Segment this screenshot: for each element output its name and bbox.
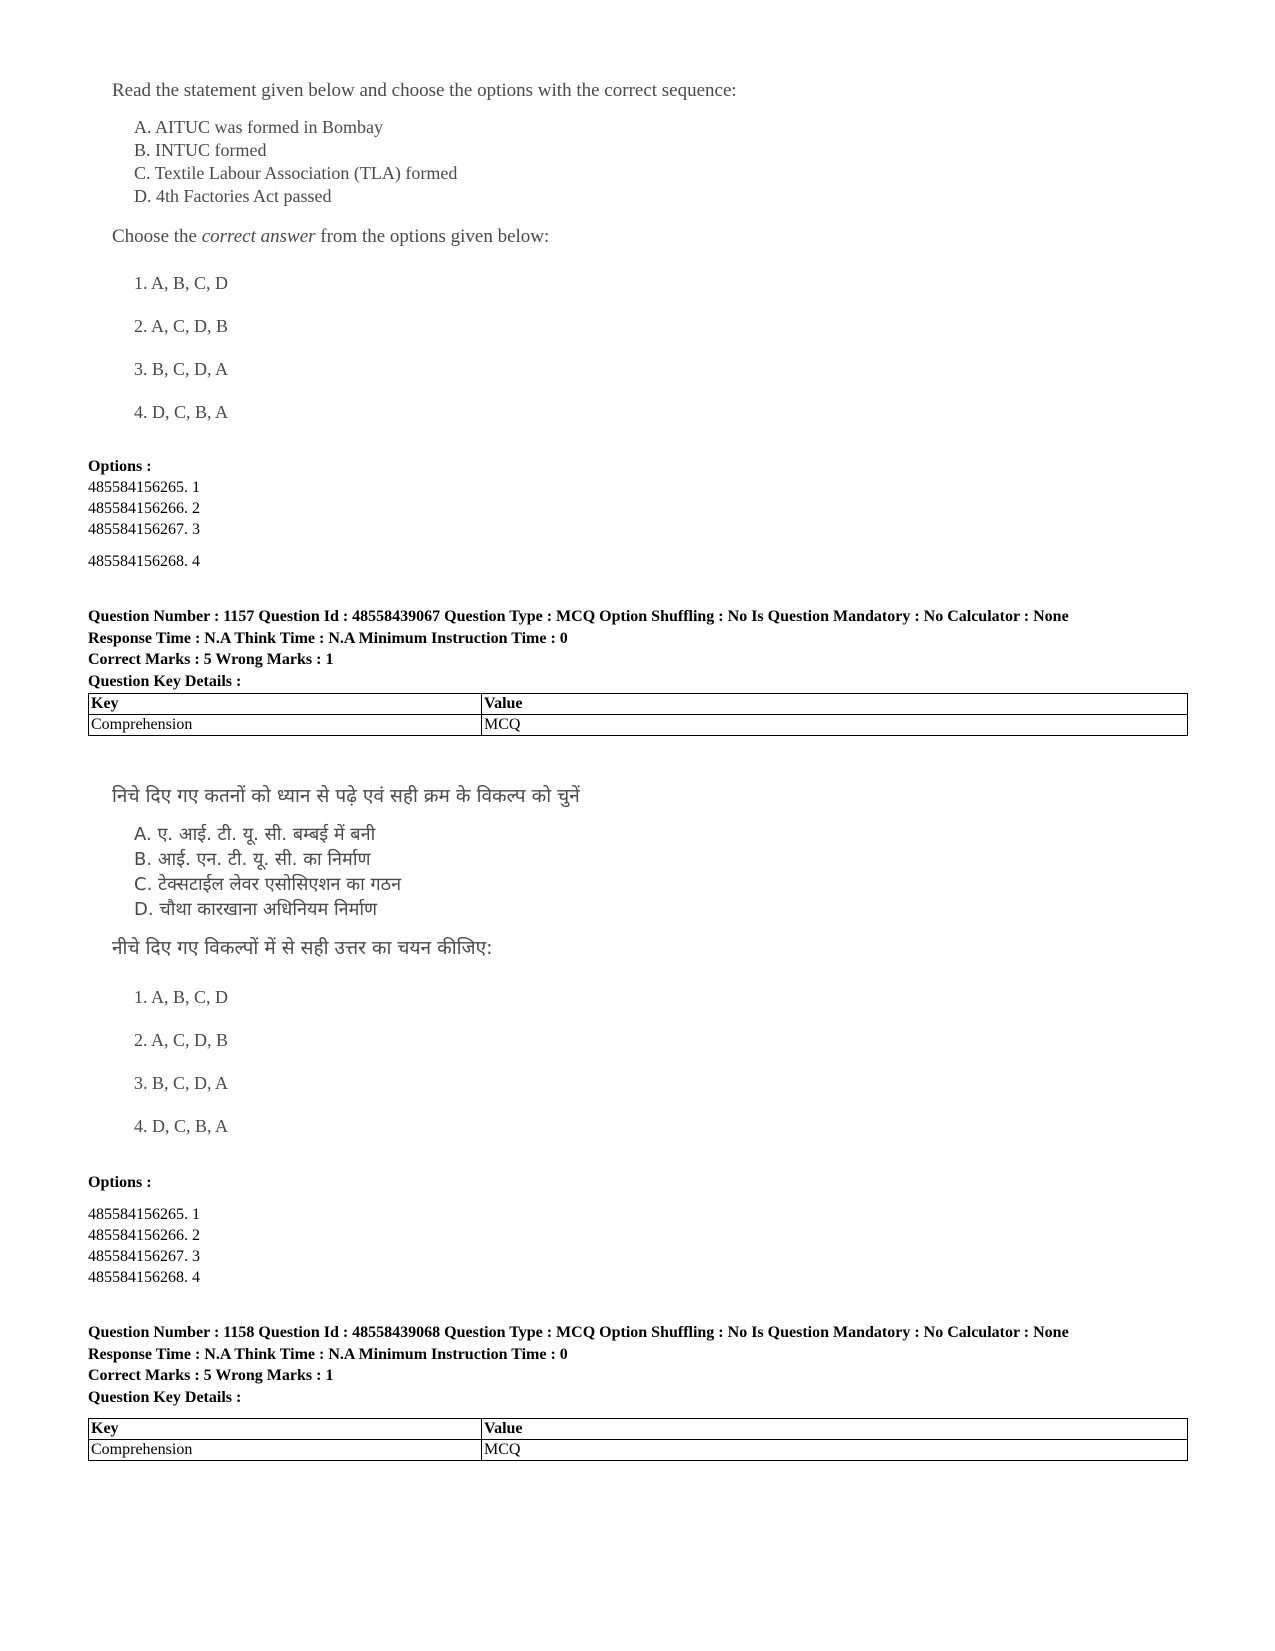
question-marks: Correct Marks : 5 Wrong Marks : 1 [88, 651, 334, 668]
statement-item: B. आई. एन. टी. यू. सी. का निर्माण [134, 849, 371, 870]
answer-choice: 1. A, B, C, D [134, 987, 229, 1007]
choose-instruction: नीचे दिए गए विकल्पों में से सही उत्तर का चयन कीजिए: [112, 937, 493, 959]
answer-choices [134, 976, 580, 1148]
question-image-hindi [112, 782, 580, 1148]
question-header: Question Number : 1157 Question Id : 48558439067 Question Type : MCQ Option Shuffling : No Is Question Mandatory : No Calculator : None [88, 608, 1069, 625]
value-header: Value [482, 694, 1188, 715]
option-item: 485584156267. 3 [88, 1248, 200, 1265]
question-statement: Read the statement given below and choose the options with the correct sequence: [112, 80, 737, 101]
option-item: 485584156266. 2 [88, 500, 200, 517]
options-label: Options : [88, 458, 152, 475]
answer-choice: 4. D, C, B, A [134, 402, 229, 422]
option-item: 485584156268. 4 [88, 1269, 200, 1286]
value-cell: MCQ [482, 1440, 1188, 1461]
statement-item: A. AITUC was formed in Bombay [134, 117, 383, 137]
option-item: 485584156265. 1 [88, 1206, 200, 1223]
table-header-row [89, 1419, 1188, 1440]
question-image-english [112, 80, 737, 434]
statement-item: B. INTUC formed [134, 140, 267, 160]
key-cell: Comprehension [89, 715, 482, 736]
answer-choice: 4. D, C, B, A [134, 1116, 229, 1136]
statement-item: C. टेक्सटाईल लेवर एसोसिएशन का गठन [134, 874, 402, 895]
answer-choice: 2. A, C, D, B [134, 1030, 229, 1050]
option-item: 485584156268. 4 [88, 553, 200, 570]
value-cell: MCQ [482, 715, 1188, 736]
question-header: Question Number : 1158 Question Id : 48558439068 Question Type : MCQ Option Shuffling : No Is Question Mandatory : No Calculator : None [88, 1324, 1069, 1341]
option-item: 485584156265. 1 [88, 479, 200, 496]
key-header: Key [89, 694, 482, 715]
statement-item: C. Textile Labour Association (TLA) formed [134, 163, 458, 183]
option-item: 485584156266. 2 [88, 1227, 200, 1244]
answer-choice: 2. A, C, D, B [134, 316, 229, 336]
answer-choice: 3. B, C, D, A [134, 1073, 229, 1093]
question-timing: Response Time : N.A Think Time : N.A Minimum Instruction Time : 0 [88, 629, 568, 647]
key-header: Key [89, 1419, 482, 1440]
question-meta-1158 [88, 1322, 1069, 1408]
question-statement: निचे दिए गए कतनों को ध्यान से पढ़े एवं सही क्रम के विकल्प को चुनें [112, 785, 580, 807]
question-timing: Response Time : N.A Think Time : N.A Minimum Instruction Time : 0 [88, 1345, 568, 1363]
value-header: Value [482, 1419, 1188, 1440]
table-row [89, 1440, 1188, 1461]
options-label: Options : [88, 1174, 152, 1191]
question-key-title: Question Key Details : [88, 1388, 242, 1406]
table-row [89, 715, 1188, 736]
answer-choice: 1. A, B, C, D [134, 273, 229, 293]
answer-choice: 3. B, C, D, A [134, 359, 229, 379]
choose-instruction: Choose the correct answer from the options given below: [112, 226, 550, 247]
statement-list [134, 822, 580, 922]
question-meta-1157 [88, 606, 1069, 692]
option-item: 485584156267. 3 [88, 521, 200, 538]
question-key-table [88, 1418, 1188, 1461]
key-cell: Comprehension [89, 1440, 482, 1461]
question-key-table [88, 693, 1188, 736]
statement-list [134, 116, 737, 208]
statement-item: A. ए. आई. टी. यू. सी. बम्बई में बनी [134, 824, 376, 845]
question-marks: Correct Marks : 5 Wrong Marks : 1 [88, 1367, 334, 1384]
statement-item: D. 4th Factories Act passed [134, 186, 332, 206]
table-header-row [89, 694, 1188, 715]
question-key-title: Question Key Details : [88, 672, 242, 690]
statement-item: D. चौथा कारखाना अधिनियम निर्माण [134, 899, 378, 920]
answer-choices [134, 262, 737, 434]
